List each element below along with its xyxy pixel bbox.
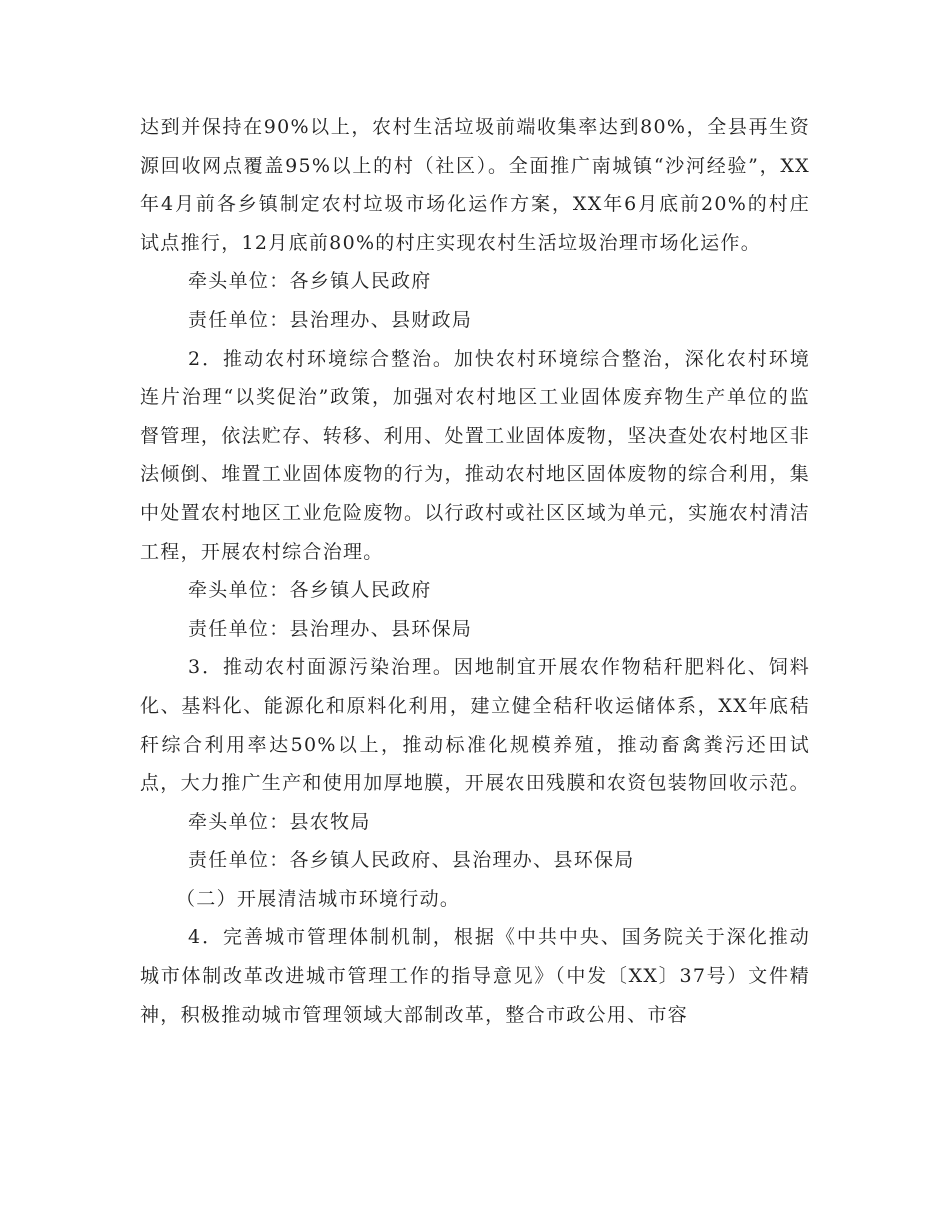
responsible-unit-1: 责任单位：县治理办、县财政局 [188, 308, 473, 331]
lead-unit-1: 牵头单位：各乡镇人民政府 [188, 270, 432, 293]
lead-unit-2: 牵头单位：各乡镇人民政府 [188, 579, 432, 602]
responsible-unit-2: 责任单位：县治理办、县环保局 [188, 617, 473, 640]
responsible-unit-3: 责任单位：各乡镇人民政府、县治理办、县环保局 [188, 849, 635, 872]
paragraph-nonpoint-pollution: 3．推动农村面源污染治理。因地制宜开展农作物秸秆肥料化、饲料化、基料化、能源化和原料化利用，建立健全秸秆收运储体系，XX年底秸秆综合利用率达50%以上，推动标准化规模养殖，推动畜禽粪污还田试点，大力推广生产和使用加厚地膜，开展农田残膜和农资包装物回收示范。 [140, 656, 810, 795]
lead-unit-3: 牵头单位：县农牧局 [188, 810, 371, 833]
document-page [140, 108, 810, 1034]
paragraph-rural-environment: 2．推动农村环境综合整治。加快农村环境综合整治，深化农村环境连片治理“以奖促治”政策，加强对农村地区工业固体废弃物生产单位的监督管理，依法贮存、转移、利用、处置工业固体废物，坚决查处农村地区非法倾倒、堆置工业固体废物的行为，推动农村地区固体废物的综合利用，集中处置农村地区工业危险废物。以行政村或社区区域为单元，实施农村清洁工程，开展农村综合治理。 [140, 347, 810, 563]
paragraph-rural-waste-targets: 达到并保持在90%以上，农村生活垃圾前端收集率达到80%，全县再生资源回收网点覆盖95%以上的村（社区）。全面推广南城镇“沙河经验”，XX年4月前各乡镇制定农村垃圾市场化运作方案，XX年6月底前20%的村庄试点推行，12月底前80%的村庄实现农村生活垃圾治理市场化运作。 [140, 116, 810, 254]
paragraph-city-management: 4．完善城市管理体制机制，根据《中共中央、国务院关于深化推动城市体制改革改进城市管理工作的指导意见》（中发〔XX〕37号）文件精神，积极推动城市管理领域大部制改革，整合市政公用、市容 [140, 926, 810, 1026]
section-heading-clean-city: （二）开展清洁城市环境行动。 [176, 887, 461, 910]
